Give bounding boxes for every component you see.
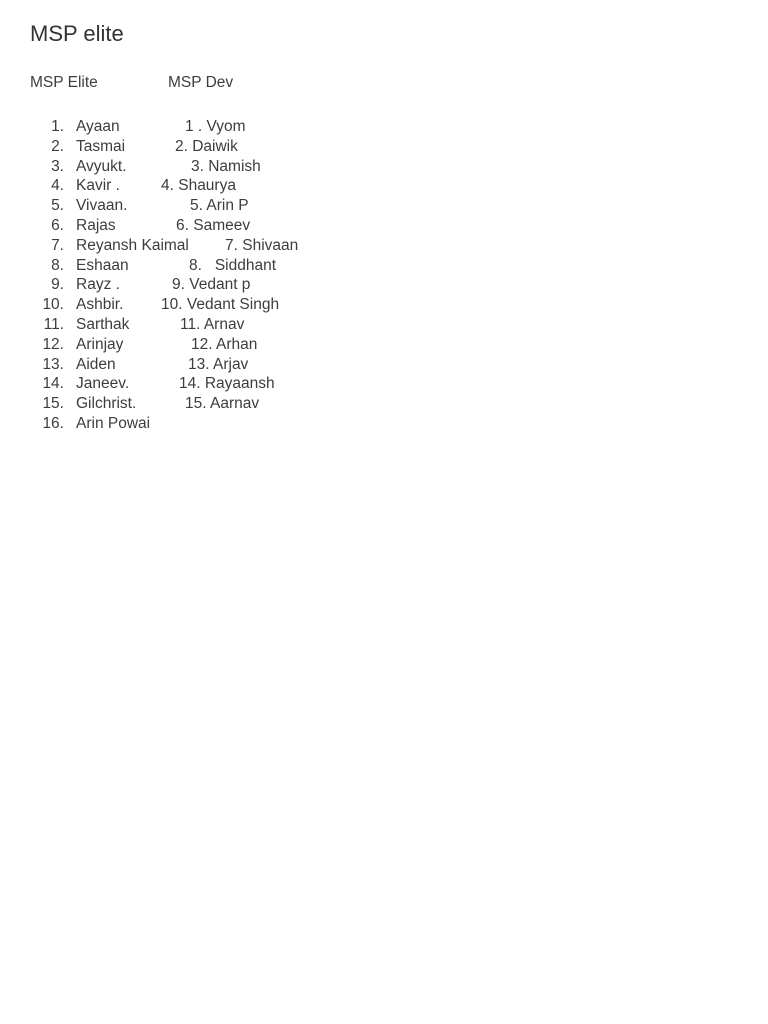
list-number: 6. (51, 216, 64, 234)
elite-name: Avyukt. (76, 157, 127, 175)
list-item (0, 196, 400, 216)
roster-list (0, 117, 400, 434)
list-number: 9. (51, 276, 64, 294)
list-number: 16. (42, 414, 64, 432)
elite-name: Vivaan. (76, 197, 128, 215)
dev-name: 1 . Vyom (185, 118, 246, 135)
dev-name: 9. Vedant p (172, 276, 251, 294)
list-item (0, 315, 400, 335)
dev-name: 14. Rayaansh (179, 375, 275, 393)
elite-name: Rajas (76, 216, 116, 234)
list-item (0, 236, 400, 256)
list-item (0, 117, 400, 137)
list-item (0, 137, 400, 157)
list-number: 8. (51, 256, 64, 274)
dev-name: 4. Shaurya (161, 177, 236, 195)
dev-name: 2. Daiwik (175, 137, 238, 155)
list-number: 1. (51, 118, 64, 135)
dev-name: 15. Aarnav (185, 395, 260, 413)
elite-name: Sarthak (76, 315, 130, 333)
dev-name: 12. Arhan (191, 335, 258, 353)
list-item (0, 394, 400, 414)
list-item (0, 355, 400, 375)
list-item (0, 176, 400, 196)
list-number: 15. (42, 395, 64, 413)
dev-name: 7. Shivaan (225, 236, 299, 254)
list-number: 5. (51, 197, 64, 215)
elite-name: Janeev. (76, 375, 130, 393)
list-number: 14. (42, 375, 64, 393)
dev-name: 8. Siddhant (189, 256, 277, 274)
dev-name: 13. Arjav (188, 355, 249, 373)
list-item (0, 157, 400, 177)
elite-name: Ashbir. (76, 296, 124, 314)
elite-name: Arinjay (76, 335, 124, 353)
list-item (0, 374, 400, 394)
elite-name: Reyansh Kaimal (76, 236, 189, 254)
elite-name: Gilchrist. (76, 395, 137, 413)
list-number: 4. (51, 177, 64, 195)
list-number: 10. (42, 296, 64, 314)
elite-name: Tasmai (76, 137, 126, 155)
dev-name: 6. Sameev (176, 216, 251, 234)
elite-name: Rayz . (76, 276, 120, 294)
list-number: 2. (51, 137, 64, 155)
list-item (0, 295, 400, 315)
list-number: 12. (42, 335, 64, 353)
list-number: 7. (51, 236, 64, 254)
dev-name: 10. Vedant Singh (161, 296, 280, 314)
list-item (0, 414, 400, 434)
list-item (0, 216, 400, 236)
dev-name: 5. Arin P (190, 197, 249, 215)
list-item (0, 335, 400, 355)
list-number: 11. (43, 315, 64, 333)
list-item (0, 275, 400, 295)
elite-name: Eshaan (76, 256, 129, 274)
elite-name: Aiden (76, 355, 116, 373)
elite-name: Ayaan (76, 118, 120, 135)
dev-name: 11. Arnav (180, 315, 245, 333)
page-title: MSP elite (30, 21, 124, 46)
list-item (0, 256, 400, 276)
elite-name: Arin Powai (76, 414, 151, 432)
msp-dev-heading: MSP Dev (168, 74, 234, 91)
list-number: 3. (51, 157, 64, 175)
elite-name: Kavir . (76, 177, 120, 195)
msp-elite-heading: MSP Elite (30, 74, 98, 91)
dev-name: 3. Namish (191, 157, 261, 175)
list-number: 13. (42, 355, 64, 373)
